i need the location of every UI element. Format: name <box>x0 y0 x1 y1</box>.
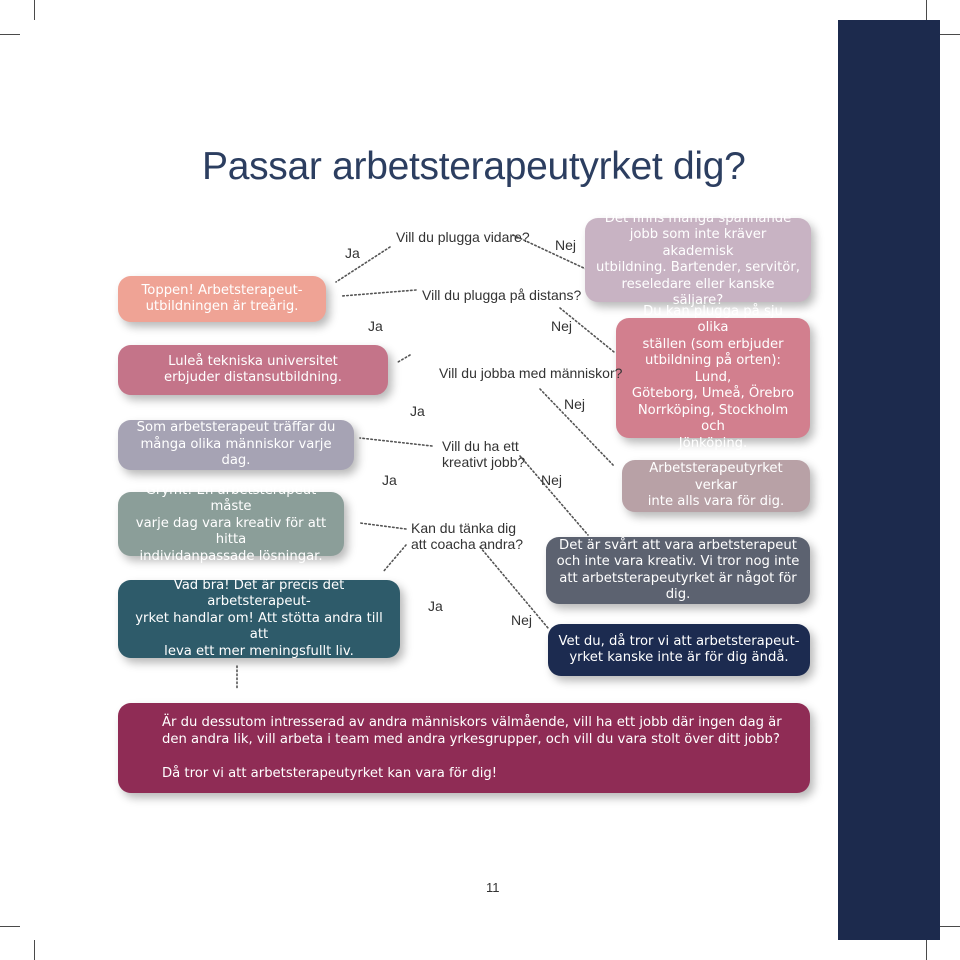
question-coach-others: Kan du tänka dig att coacha andra? <box>411 520 524 552</box>
conclusion-statement: Då tror vi att arbetsterapeutyrket kan vara för dig! <box>162 766 498 781</box>
yes-label: Ja <box>410 403 425 419</box>
question-creative-job: Vill du ha ett kreativt jobb? <box>442 438 526 470</box>
result-box-not-creative: Det är svårt att vara arbetsterapeut och inte vara kreativ. Vi tror nog inte att arbetsterapeutyrket är något för dig. <box>546 537 810 604</box>
yes-label: Ja <box>382 472 397 488</box>
result-box-not-coaching: Vet du, då tror vi att arbetsterapeut- yrket kanske inte är för dig ändå. <box>548 624 810 676</box>
question-work-with-people: Vill du jobba med människor? <box>439 365 623 381</box>
conclusion-box <box>118 703 810 793</box>
yes-label: Ja <box>345 245 360 261</box>
result-box-three-year-program: Toppen! Arbetsterapeut- utbildningen är treårig. <box>118 276 326 322</box>
result-box-not-for-you-people: Arbetsterapeutyrket verkar inte alls vara för dig. <box>622 460 810 512</box>
result-box-study-locations: Du kan plugga på sju olika ställen (som erbjuder utbildning på orten): Lund, Göteborg, Umeå, Örebro Norrköping, Stockholm och Jönköping. <box>616 318 810 438</box>
page-title: Passar arbetsterapeutyrket dig? <box>202 145 746 188</box>
result-box-meet-people: Som arbetsterapeut träffar du många olika människor varje dag. <box>118 420 354 470</box>
no-label: Nej <box>511 612 533 628</box>
no-label: Nej <box>551 318 573 334</box>
result-box-creative: Grymt! En arbetsterapeut måste varje dag vara kreativ för att hitta individanpassade lösningar. <box>118 492 344 556</box>
yes-label: Ja <box>368 318 383 334</box>
no-label: Nej <box>564 396 586 412</box>
conclusion-paragraph: Är du dessutom intresserad av andra människors välmående, vill ha ett jobb där ingen dag är den andra lik, vill arbeta i team med andra yrkesgrupper, och vill du vara stolt över ditt jobb? <box>162 715 782 747</box>
result-box-distance-education: Luleå tekniska universitet erbjuder distansutbildning. <box>118 345 388 395</box>
question-distance-study: Vill du plugga på distans? <box>422 287 582 303</box>
question-study-further: Vill du plugga vidare? <box>396 229 530 245</box>
yes-label: Ja <box>428 598 443 614</box>
result-box-coaching: Vad bra! Det är precis det arbetsterapeut- yrket handlar om! Att stötta andra till att leva ett mer meningsfullt liv. <box>118 580 400 658</box>
result-box-other-jobs: Det finns många spännande jobb som inte kräver akademisk utbildning. Bartender, servitör, reseledare eller kanske säljare? <box>585 218 811 302</box>
no-label: Nej <box>555 237 577 253</box>
no-label: Nej <box>541 472 563 488</box>
page-number: 11 <box>486 880 500 895</box>
